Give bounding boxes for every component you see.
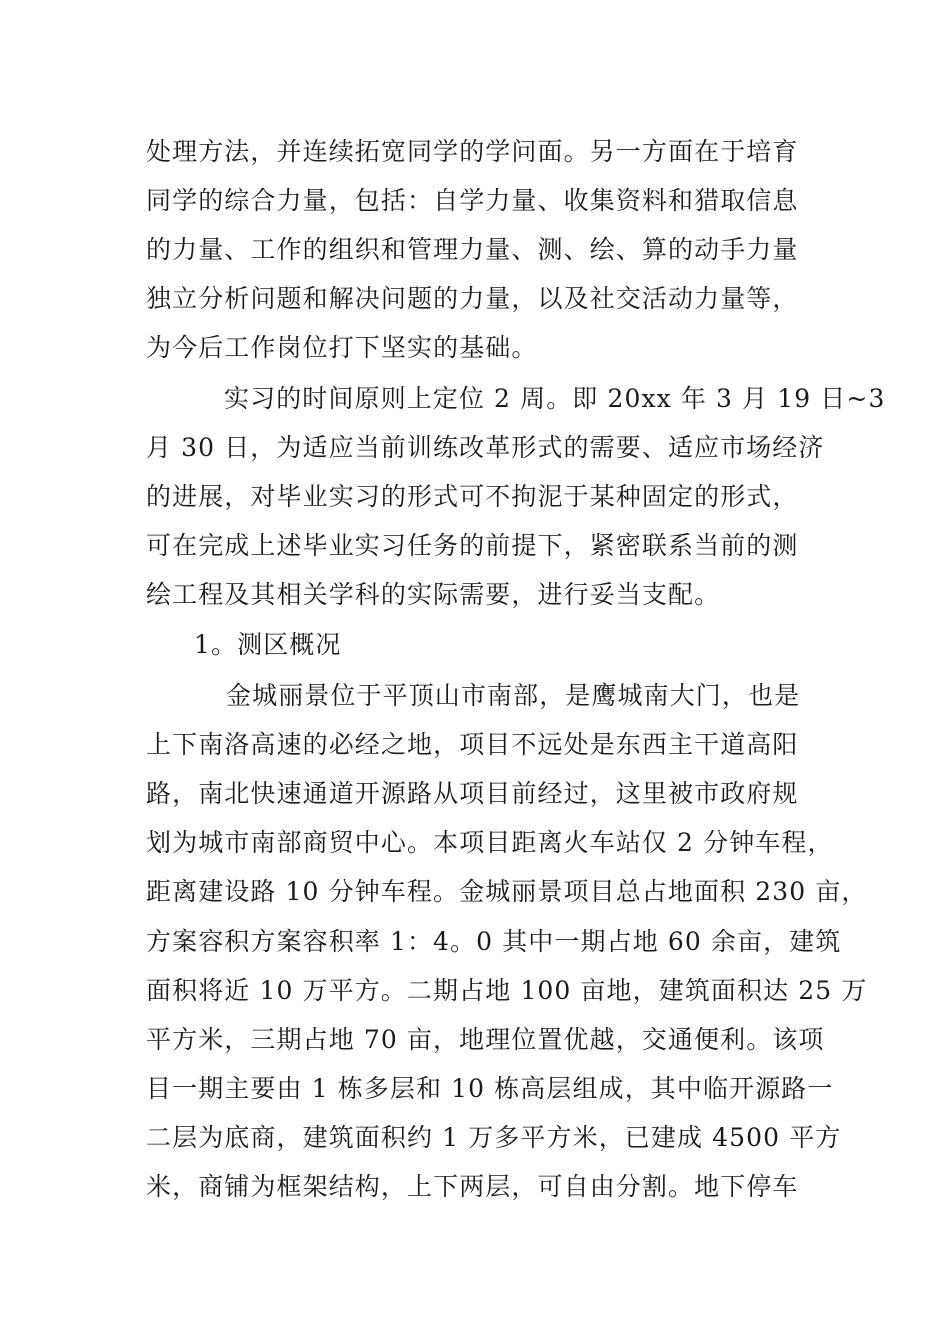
text-line: 方案容积方案容积率 1：4。0 其中一期占地 60 余亩，建筑 — [146, 927, 842, 956]
text-line: 同学的综合力量，包括：自学力量、收集资料和猎取信息 — [146, 186, 799, 215]
text-line: 二层为底商，建筑面积约 1 万多平方米，已建成 4500 平方 — [146, 1123, 842, 1152]
text-line: 绘工程及其相关学科的实际需要，进行妥当支配。 — [146, 580, 721, 609]
text-line: 划为城市南部商贸中心。本项目距离火车站仅 2 分钟车程， — [146, 828, 834, 857]
paragraph-first-line: 实习的时间原则上定位 2 周。即 20xx 年 3 月 19 日~3 — [224, 384, 886, 413]
text-line: 月 30 日，为适应当前训练改革形式的需要、适应市场经济 — [146, 433, 825, 462]
text-line: 为今后工作岗位打下坚实的基础。 — [146, 333, 538, 362]
text-line: 路，南北快速通道开源路从项目前经过，这里被市政府规 — [146, 779, 799, 808]
text-line: 距离建设路 10 分钟车程。金城丽景项目总占地面积 230 亩， — [146, 877, 868, 906]
text-line: 米，商铺为框架结构，上下两层，可自由分割。地下停车 — [146, 1172, 799, 1201]
text-line: 平方米，三期占地 70 亩，地理位置优越，交通便利。该项 — [146, 1025, 825, 1054]
text-line: 的力量、工作的组织和管理力量、测、绘、算的动手力量 — [146, 235, 799, 264]
text-line: 目一期主要由 1 栋多层和 10 栋高层组成，其中临开源路一 — [146, 1074, 834, 1103]
text-line: 处理方法，并连续拓宽同学的学问面。另一方面在于培育 — [146, 137, 799, 166]
section-heading: 1。测区概况 — [194, 630, 342, 659]
text-line: 独立分析问题和解决问题的力量，以及社交活动力量等， — [146, 284, 799, 313]
text-line: 上下南洛高速的必经之地，项目不远处是东西主干道高阳 — [146, 730, 799, 759]
text-line: 的进展，对毕业实习的形式可不拘泥于某种固定的形式， — [146, 482, 799, 511]
paragraph-first-line: 金城丽景位于平顶山市南部，是鹰城南大门，也是 — [226, 681, 801, 710]
text-line: 可在完成上述毕业实习任务的前提下，紧密联系当前的测 — [146, 531, 799, 560]
text-line: 面积将近 10 万平方。二期占地 100 亩地，建筑面积达 25 万 — [146, 976, 868, 1005]
